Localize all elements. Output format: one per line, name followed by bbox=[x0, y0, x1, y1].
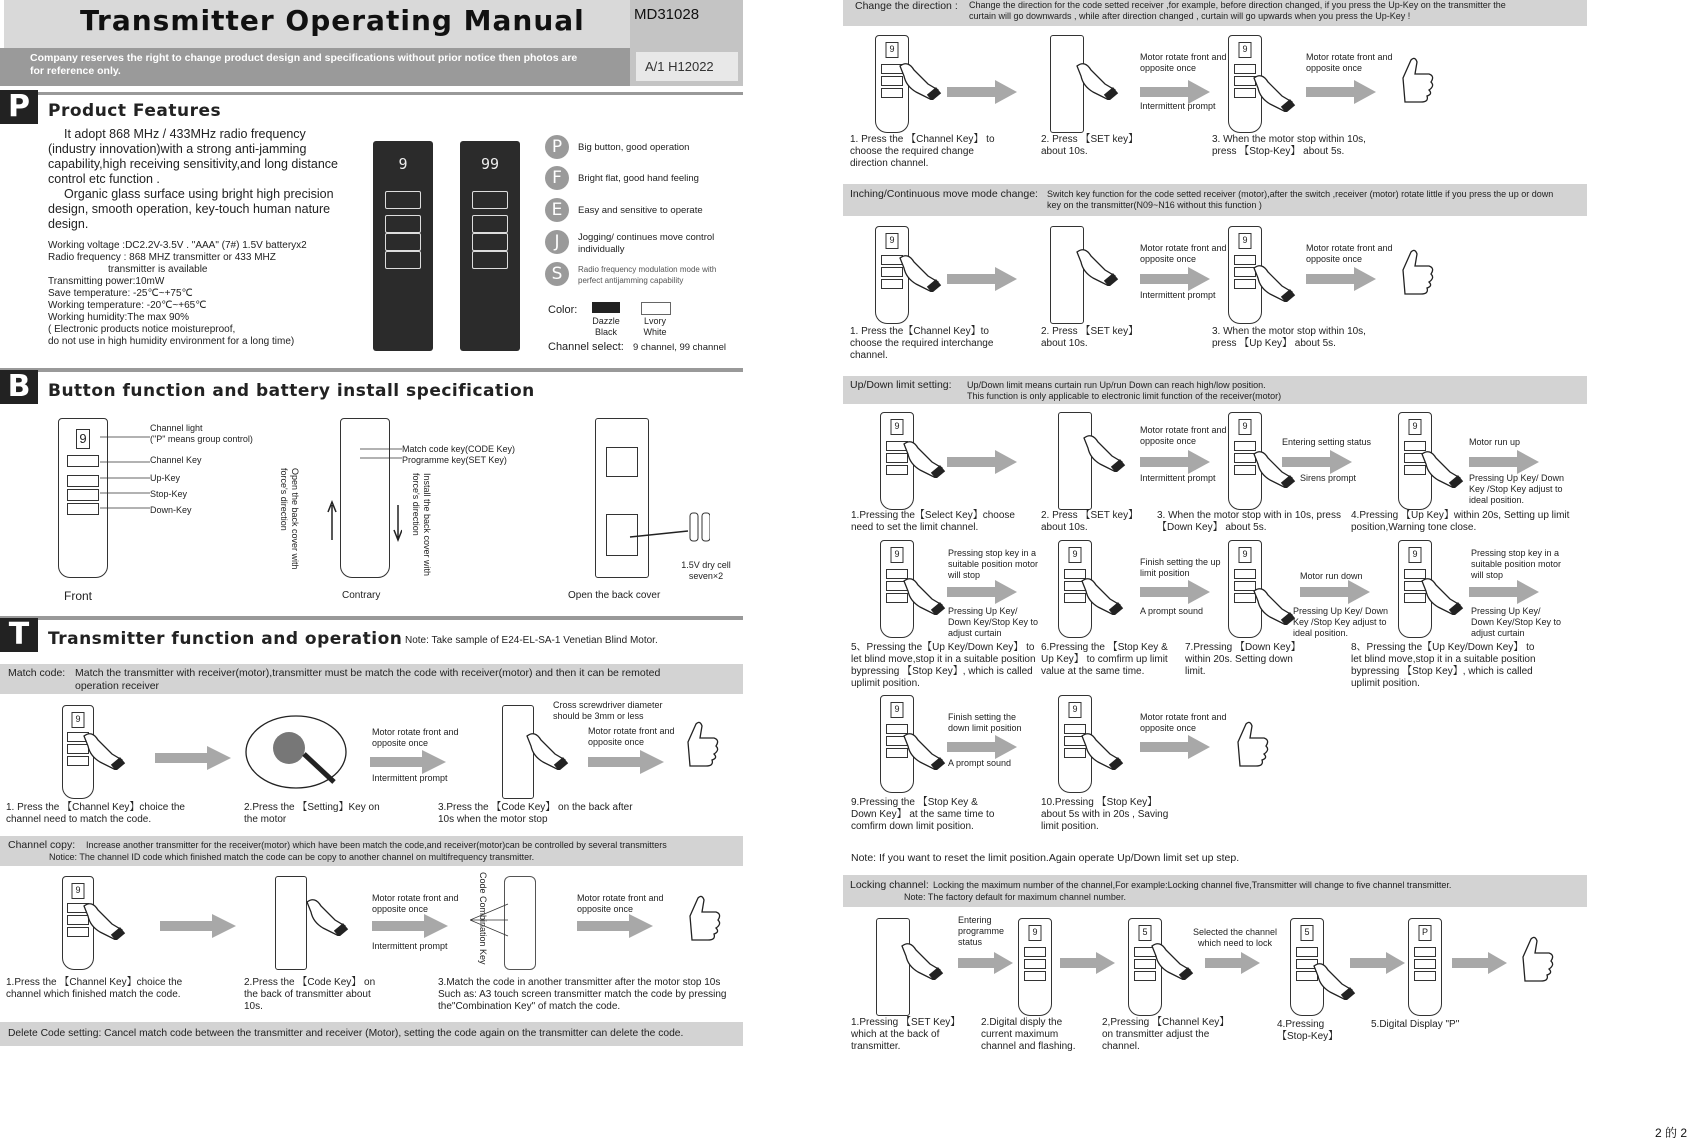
caption-contrary: Contrary bbox=[342, 590, 381, 601]
channel-button-icon bbox=[472, 191, 508, 209]
stop-key-icon bbox=[67, 489, 99, 501]
hand-screwdriver-icon bbox=[305, 896, 349, 936]
front-remote-diagram: 9 bbox=[58, 418, 108, 578]
inching-step-1: 1. Press the【Channel Key】to choose the required interchange channel. bbox=[850, 326, 994, 361]
spec-line: ( Electronic products notice moistureproof, bbox=[48, 324, 236, 335]
arrow-icon bbox=[1300, 580, 1370, 604]
arrow-icon bbox=[588, 750, 664, 774]
remote-lock-5: P bbox=[1408, 918, 1442, 1016]
thumbs-up-icon bbox=[1395, 248, 1435, 296]
arrow-icon bbox=[947, 80, 1017, 104]
sirens-prompt-label: Sirens prompt bbox=[1300, 473, 1357, 483]
screwdriver-note: Cross screwdriver diameter should be 3mm or less bbox=[553, 700, 663, 721]
limit-step-2: 2. Press 【SET key】 about 10s. bbox=[1041, 510, 1139, 533]
feature-j-text: Jogging/ continues move control individually bbox=[578, 232, 715, 255]
arrow-icon bbox=[370, 750, 446, 774]
battery-icon bbox=[620, 505, 710, 545]
section-letter-t: T bbox=[0, 618, 38, 652]
header-rule bbox=[0, 92, 743, 95]
direction-step-1: 1. Press the 【Channel Key】 to choose the required change direction channel. bbox=[850, 134, 995, 169]
copy-step-1: 1.Press the 【Channel Key】choice the channel which finished match the code. bbox=[6, 977, 183, 1000]
feature-e-text: Easy and sensitive to operate bbox=[578, 205, 703, 216]
pressing-updown-label: Pressing Up Key/ Down Key /Stop Key adjust to ideal position. bbox=[1293, 606, 1389, 638]
motor-run-down-label: Motor run down bbox=[1300, 571, 1363, 581]
lock-step-1: 1.Pressing 【SET Key】 which at the back of transmitter. bbox=[851, 1017, 961, 1052]
feature-p-icon: P bbox=[545, 135, 569, 159]
inching-text: Switch key function for the code setted receiver (motor),after the switch ,receiver (motor) rotate little if you press the up or down key on the transmitter(N09~N16 without this function ) bbox=[1047, 189, 1554, 210]
arrow-icon bbox=[958, 952, 1013, 974]
remote-limit-7: 9 bbox=[1228, 540, 1262, 638]
motor-rotate-label: Motor rotate front and opposite once bbox=[1140, 425, 1227, 446]
feature-p-text: Big button, good operation bbox=[578, 142, 690, 153]
arrow-icon bbox=[1140, 580, 1210, 604]
remote-inch-1: 9 bbox=[875, 226, 909, 324]
copy-step-3: 3.Match the code in another transmitter after the motor stop 10s Such as: A3 touch screen transmitter match the code by pressing the"Combination Key" of match the code. bbox=[438, 977, 727, 1012]
arrow-icon bbox=[1282, 450, 1352, 474]
remote-dir-1: 9 bbox=[875, 35, 909, 133]
hand-icon bbox=[902, 575, 946, 615]
pressing-updown2-label: Pressing Up Key/ Down Key/Stop Key to adjust curtain bbox=[948, 606, 1039, 638]
page-number: 2 的 2 bbox=[1655, 1126, 1688, 1140]
feature-f-icon: F bbox=[545, 166, 569, 190]
hand-icon bbox=[1252, 262, 1296, 302]
hand-icon bbox=[1420, 575, 1464, 615]
combination-key-label: Code Combination Key bbox=[478, 872, 488, 965]
direction-text: Change the direction for the code setted receiver ,for example, before direction changed, if you press the Up-Key on the transmitter the curtain will go downwards , while after direction changed , curtain will go upwards when you press the Up-Key ! bbox=[969, 0, 1506, 21]
section-title-product-features: Product Features bbox=[48, 101, 222, 121]
limit-text: Up/Down limit means curtain run Up/run Down can reach high/low position. bbox=[967, 380, 1266, 390]
open-direction-text: Open the back cover with force's direction bbox=[279, 468, 300, 570]
limit-step-10: 10.Pressing 【Stop Key】 about 5s with in 20s , Saving limit position. bbox=[1041, 797, 1169, 832]
limit-step-4: 4.Pressing 【Up Key】within 20s, Setting up limit position,Warning tone close. bbox=[1351, 510, 1570, 533]
hand-screwdriver-icon bbox=[1075, 60, 1119, 100]
hand-icon bbox=[898, 252, 942, 292]
match-step-2: 2.Press the 【Setting】Key on the motor bbox=[244, 802, 380, 825]
battery-label: 1.5V dry cell seven×2 bbox=[681, 560, 731, 581]
open-remote-diagram bbox=[595, 418, 649, 578]
limit-text-2: This function is only applicable to electronic limit function of the receiver(motor) bbox=[967, 391, 1282, 401]
label-set-key: Programme key(SET Key) bbox=[402, 455, 507, 465]
sample-note: Note: Take sample of E24-EL-SA-1 Venetian Blind Motor. bbox=[405, 635, 658, 646]
feature-f-text: Bright flat, good hand feeling bbox=[578, 173, 699, 184]
arrow-icon bbox=[947, 267, 1017, 291]
arrow-icon bbox=[1469, 450, 1539, 474]
inching-step-2: 2. Press 【SET key】 about 10s. bbox=[1041, 326, 1139, 349]
down-key-icon bbox=[67, 503, 99, 515]
feature-paragraph-1: It adopt 868 MHz / 433MHz radio frequency (industry innovation)with a strong anti-jamming capability,high receiving sensitivity,and long distance control etc function . bbox=[48, 127, 338, 186]
match-step-3: 3.Press the 【Code Key】 on the back after 10s when the motor stop bbox=[438, 802, 633, 825]
spec-line: Transmitting power:10mW bbox=[48, 276, 165, 287]
remote-step-1: 9 bbox=[62, 705, 94, 799]
motor-rotate-label: Motor rotate front and opposite once bbox=[577, 893, 664, 914]
remote-limit-3: 9 bbox=[1228, 412, 1262, 510]
arrow-icon bbox=[947, 580, 1017, 604]
locking-note: Note: The factory default for maximum channel number. bbox=[904, 892, 1126, 902]
arrow-icon bbox=[160, 914, 236, 938]
color-white-label: Lvory White bbox=[643, 316, 667, 337]
label-down-key: Down-Key bbox=[150, 505, 192, 515]
channel-copy-text: Increase another transmitter for the receiver(motor) which have been match the code,and receiver(motor)can be controlled by several transmitters bbox=[86, 840, 667, 850]
hand-icon bbox=[1420, 448, 1464, 488]
arrow-icon bbox=[155, 746, 231, 770]
hand-screwdriver-icon bbox=[525, 730, 569, 770]
pressing-stop-label: Pressing stop key in a suitable position motor will stop bbox=[948, 548, 1039, 580]
intermittent-label: Intermittent prompt bbox=[372, 773, 448, 783]
version-code: A/1 H12022 bbox=[645, 59, 714, 74]
thumbs-up-icon bbox=[1230, 720, 1270, 768]
match-code-text-2: operation receiver bbox=[75, 680, 160, 692]
caption-open-back-cover: Open the back cover bbox=[568, 590, 661, 601]
match-code-label: Match code: bbox=[8, 667, 66, 679]
label-group-control: ("P" means group control) bbox=[150, 434, 253, 444]
remote-limit-10: 9 bbox=[1058, 695, 1092, 793]
locking-label: Locking channel: bbox=[850, 879, 929, 891]
section-title-button-function: Button function and battery install specification bbox=[48, 381, 535, 401]
remote-inch-3: 9 bbox=[1228, 226, 1262, 324]
intermittent-label: Intermittent prompt bbox=[1140, 101, 1216, 111]
pressing-stop-label: Pressing stop key in a suitable position motor will stop bbox=[1471, 548, 1562, 580]
lock-step-2: 2.Digital disply the current maximum channel and flashing. bbox=[981, 1017, 1076, 1052]
hand-icon bbox=[902, 438, 946, 478]
finish-up-label: Finish setting the up limit position bbox=[1140, 557, 1221, 578]
remote-lock-4: 5 bbox=[1290, 918, 1324, 1016]
motor-run-up-label: Motor run up bbox=[1469, 437, 1521, 447]
limit-step-8: 8、Pressing the【Up Key/Down Key】 to let blind move,stop it in a suitable position bypressing 【Stop Key】, which is called uplimit position. bbox=[1351, 642, 1536, 689]
caption-front: Front bbox=[64, 589, 93, 603]
inching-label: Inching/Continuous move mode change: bbox=[850, 188, 1038, 200]
arrow-icon bbox=[1306, 80, 1376, 104]
motor-rotate-label: Motor rotate front and opposite once bbox=[1140, 243, 1227, 264]
notice-text: Company reserves the right to change product design and specifications without prior notice then photos are for reference only. bbox=[30, 52, 578, 77]
motor-rotate-label: Motor rotate front and opposite once bbox=[1306, 52, 1393, 73]
motor-rotate-label: Motor rotate front and opposite once bbox=[1306, 243, 1393, 264]
channel-copy-label: Channel copy: bbox=[8, 839, 76, 851]
arrow-icon bbox=[1306, 267, 1376, 291]
intermittent-label: Intermittent prompt bbox=[1140, 473, 1216, 483]
spec-line: do not use in high humidity environment for a long time) bbox=[48, 336, 295, 347]
hand-screwdriver-icon bbox=[900, 940, 944, 980]
remote-9-channel bbox=[373, 141, 433, 351]
thumbs-up-icon bbox=[1515, 935, 1555, 983]
label-channel-key: Channel Key bbox=[150, 455, 202, 465]
up-button-icon bbox=[385, 215, 421, 233]
remote-copy-step-2 bbox=[275, 876, 307, 970]
feature-j-icon: J bbox=[545, 230, 569, 254]
arrow-icon bbox=[372, 914, 448, 938]
arrow-icon bbox=[1350, 952, 1405, 974]
digit-display: 9 bbox=[398, 155, 408, 173]
color-label: Color: bbox=[548, 304, 578, 316]
limit-label: Up/Down limit setting: bbox=[850, 379, 952, 391]
section-letter-p: P bbox=[0, 90, 38, 124]
label-channel-light: Channel light bbox=[150, 423, 203, 433]
limit-step-3: 3. When the motor stop with in 10s, press 【Down Key】 about 5s. bbox=[1157, 510, 1341, 533]
limit-step-5: 5、Pressing the【Up Key/Down Key】 to let blind move,stop it in a suitable position bypressing 【Stop Key】, which is called uplimit position. bbox=[851, 642, 1036, 689]
hand-screwdriver-icon bbox=[1075, 246, 1119, 286]
thumbs-up-icon bbox=[680, 720, 720, 768]
channel-copy-notice: Notice: The channel ID code which finished match the code can be copy to another channel on multifrequency transmitter. bbox=[49, 852, 535, 862]
label-code-key: Match code key(CODE Key) bbox=[402, 444, 516, 454]
remote-limit-4: 9 bbox=[1398, 412, 1432, 510]
arrow-icon bbox=[1469, 580, 1539, 604]
digit-display: 99 bbox=[480, 155, 500, 173]
arrow-icon bbox=[1140, 450, 1210, 474]
remote-copy-step-1: 9 bbox=[62, 876, 94, 970]
arrow-icon bbox=[947, 450, 1017, 474]
arrow-icon bbox=[1452, 952, 1507, 974]
entering-setting-label: Entering setting status bbox=[1282, 437, 1372, 447]
remote-lock-2: 9 bbox=[1018, 918, 1052, 1016]
direction-label: Change the direction : bbox=[855, 0, 958, 12]
lock-step-4: 4.Pressing 【Stop-Key】 bbox=[1277, 1019, 1339, 1042]
hand-icon bbox=[1080, 575, 1124, 615]
remote-99-channel bbox=[460, 141, 520, 351]
remote-limit-5: 9 bbox=[880, 540, 914, 638]
copy-step-2: 2.Press the 【Code Key】 on the back of transmitter about 10s. bbox=[244, 977, 376, 1012]
motor-rotate-label: Motor rotate front and opposite once bbox=[372, 893, 459, 914]
label-stop-key: Stop-Key bbox=[150, 489, 188, 499]
arrow-icon bbox=[1060, 952, 1115, 974]
hand-icon bbox=[902, 730, 946, 770]
arrow-icon bbox=[947, 735, 1017, 759]
feature-s-icon: S bbox=[545, 262, 569, 286]
down-button-icon bbox=[472, 251, 508, 269]
thumbs-up-icon bbox=[682, 894, 722, 942]
remote-limit-1: 9 bbox=[880, 412, 914, 510]
feature-e-icon: E bbox=[545, 198, 569, 222]
match-step-1: 1. Press the 【Channel Key】choice the channel need to match the code. bbox=[6, 802, 185, 825]
pressing-updown2-label: Pressing Up Key/ Down Key/Stop Key to adjust curtain bbox=[1471, 606, 1562, 638]
motor-rotate-label: Motor rotate front and opposite once bbox=[372, 727, 459, 748]
color-black-label: Dazzle Black bbox=[592, 316, 620, 337]
section-rule bbox=[0, 368, 743, 372]
limit-step-6: 6.Pressing the 【Stop Key & Up Key】 to comfirm up limit value at the same time. bbox=[1041, 642, 1168, 677]
white-swatch bbox=[641, 302, 671, 315]
down-button-icon bbox=[385, 251, 421, 269]
limit-step-7: 7.Pressing 【Down Key】 within 20s. Setting down limit. bbox=[1185, 642, 1301, 677]
remote-limit-8: 9 bbox=[1398, 540, 1432, 638]
hand-icon bbox=[1080, 730, 1124, 770]
entering-programme-label: Entering programme status bbox=[958, 915, 1005, 947]
hand-screwdriver-icon bbox=[1082, 432, 1126, 472]
install-direction-text: Install the back cover with force's direction bbox=[411, 473, 432, 577]
stop-button-icon bbox=[472, 233, 508, 251]
limit-step-1: 1.Pressing the【Select Key】choose need to set the limit channel. bbox=[851, 510, 1015, 533]
up-key-icon bbox=[67, 475, 99, 487]
spec-list bbox=[48, 240, 348, 348]
intermittent-label: Intermittent prompt bbox=[372, 941, 448, 951]
motor-icon bbox=[244, 712, 349, 792]
direction-step-3: 3. When the motor stop within 10s, press 【Stop-Key】 about 5s. bbox=[1212, 134, 1366, 157]
delete-code-text: Delete Code setting: Cancel match code between the transmitter and receiver (Motor), setting the code again on the transmitter can delete the code. bbox=[8, 1028, 684, 1039]
feature-paragraph-2: Organic glass surface using bright high precision design, smooth operation, key-touch human nature design. bbox=[48, 187, 334, 231]
remote-lock-3: 5 bbox=[1128, 918, 1162, 1016]
hand-icon bbox=[82, 730, 126, 770]
spec-line: Working humidity:The max 90% bbox=[48, 312, 189, 323]
lock-step-3: 2,Pressing 【Channel Key】 on transmitter adjust the channel. bbox=[1102, 1017, 1230, 1052]
locking-text: Locking the maximum number of the channel,For example:Locking channel five,Transmitter will change to five channel transmitter. bbox=[933, 880, 1452, 890]
lock-step-5: 5.Digital Display "P" bbox=[1371, 1019, 1460, 1030]
back-leader-lines bbox=[360, 444, 405, 464]
hand-icon bbox=[1252, 585, 1296, 625]
remote-limit-6: 9 bbox=[1058, 540, 1092, 638]
limit-step-9: 9.Pressing the 【Stop Key & Down Key】 at the same time to comfirm down limit position. bbox=[851, 797, 995, 832]
thumbs-up-icon bbox=[1395, 56, 1435, 104]
direction-arrows bbox=[322, 500, 402, 560]
combination-key-lines bbox=[470, 900, 510, 940]
arrow-icon bbox=[1140, 735, 1210, 759]
selected-channel-label: Selected the channel which need to lock bbox=[1192, 927, 1278, 948]
front-leader-lines bbox=[100, 420, 150, 520]
pressing-updown-label: Pressing Up Key/ Down Key /Stop Key adjust to ideal position. bbox=[1469, 473, 1565, 505]
channel-key-icon bbox=[67, 455, 99, 467]
remote-dir-3: 9 bbox=[1228, 35, 1262, 133]
motor-rotate-label: Motor rotate front and opposite once bbox=[588, 726, 675, 747]
hand-icon bbox=[1252, 72, 1296, 112]
intermittent-label: Intermittent prompt bbox=[1140, 290, 1216, 300]
prompt-sound-label: A prompt sound bbox=[948, 758, 1012, 768]
prompt-sound-label: A prompt sound bbox=[1140, 606, 1204, 616]
spec-line: Radio frequency : 868 MHZ transmitter or 433 MHZ bbox=[48, 252, 276, 263]
channel-select-label: Channel select: bbox=[548, 341, 624, 353]
arrow-icon bbox=[1205, 952, 1260, 974]
channel-select-value: 9 channel, 99 channel bbox=[633, 342, 726, 353]
spec-line: Save temperature: -25℃~+75℃ bbox=[48, 288, 193, 299]
page-title: Transmitter Operating Manual bbox=[80, 4, 585, 37]
label-up-key: Up-Key bbox=[150, 473, 181, 483]
spec-line: transmitter is available bbox=[108, 264, 208, 275]
black-swatch bbox=[592, 302, 620, 313]
hand-icon bbox=[898, 60, 942, 100]
model-number: MD31028 bbox=[634, 6, 700, 23]
stop-button-icon bbox=[385, 233, 421, 251]
motor-rotate-label: Motor rotate front and opposite once bbox=[1140, 712, 1227, 733]
inching-step-3: 3. When the motor stop within 10s, press 【Up Key】 about 5s. bbox=[1212, 326, 1366, 349]
remote-limit-9: 9 bbox=[880, 695, 914, 793]
arrow-icon bbox=[577, 914, 653, 938]
finish-down-label: Finish setting the down limit position bbox=[948, 712, 1022, 733]
direction-step-2: 2. Press 【SET key】 about 10s. bbox=[1041, 134, 1139, 157]
hand-icon bbox=[82, 900, 126, 940]
section-letter-b: B bbox=[0, 370, 38, 404]
up-button-icon bbox=[472, 215, 508, 233]
section-rule bbox=[0, 616, 743, 620]
feature-s-text: Radio frequency modulation mode with perfect antijamming capability bbox=[578, 265, 717, 285]
arrow-icon bbox=[1140, 267, 1210, 291]
spec-line: Working temperature: -20℃~+65℃ bbox=[48, 300, 207, 311]
match-code-text: Match the transmitter with receiver(motor),transmitter must be match the code with receiver(motor) and then it can be remoted bbox=[75, 667, 661, 679]
spec-line: Working voltage :DC2.2V-3.5V . "AAA" (7#) 1.5V batteryx2 bbox=[48, 240, 307, 251]
channel-button-icon bbox=[385, 191, 421, 209]
limit-reset-note: Note: If you want to reset the limit position.Again operate Up/Down limit set up step. bbox=[851, 852, 1240, 864]
motor-rotate-label: Motor rotate front and opposite once bbox=[1140, 52, 1227, 73]
section-title-transmitter-function: Transmitter function and operation bbox=[48, 629, 403, 649]
